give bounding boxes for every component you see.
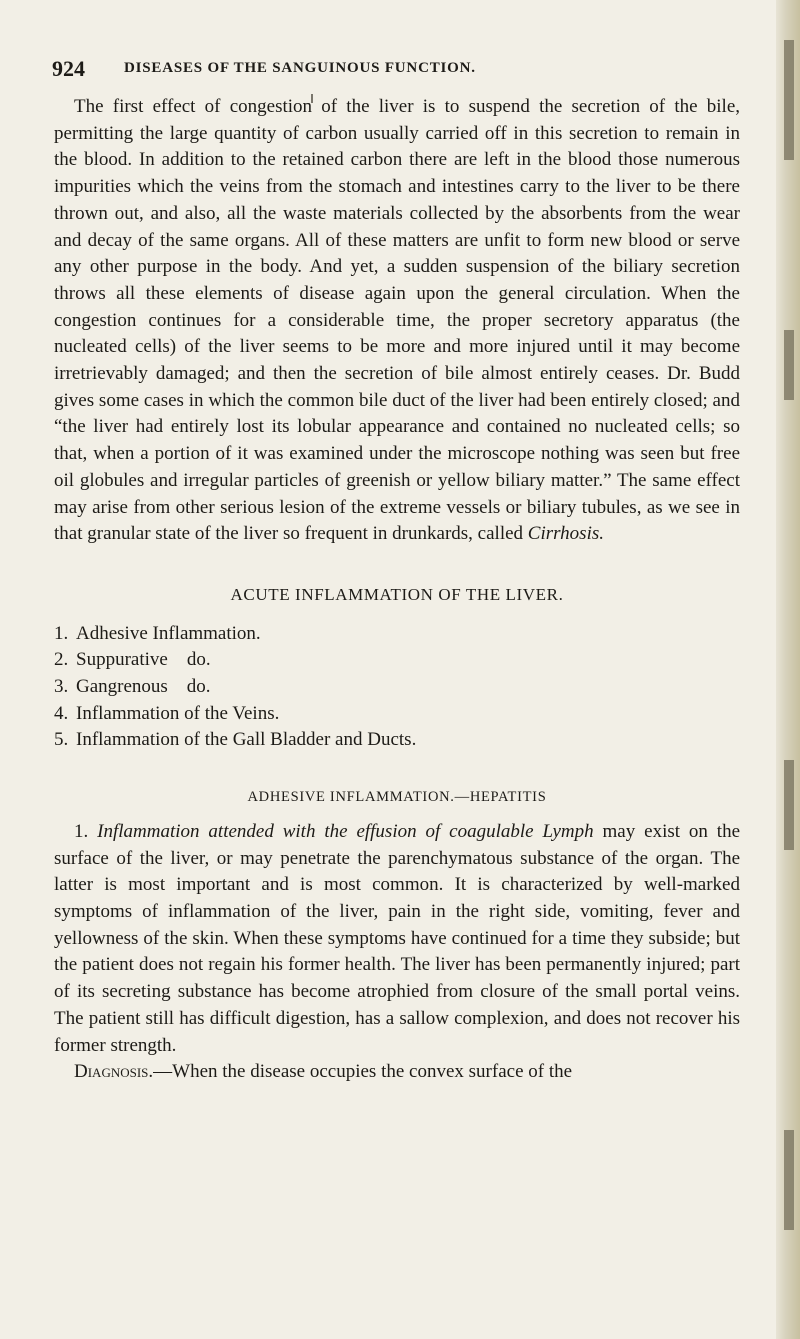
inflammation-types-list [54,621,740,755]
list-item-label: Inflammation of the Gall Bladder and Ducts. [76,729,417,751]
subsection-title: ADHESIVE INFLAMMATION.—HEPATITIS [247,789,547,806]
paragraph-number: 1. [74,820,89,842]
page-header [52,56,732,90]
list-item-label: Suppurative do. [76,649,211,671]
paragraph-adhesive [54,819,740,1059]
list-item [54,701,740,728]
edge-shadow [784,40,794,160]
list-item [54,647,740,674]
diagnosis-label: Diagnosis. [74,1061,154,1083]
cirrhosis-term: Cirrhosis. [527,523,604,545]
paragraph-adhesive-text: may exist on the surface of the liver, or may penetrate the parenchymatous substance of the organ. The latter is most important and is most common. It is characterized by well-marked symptoms of inflammation of the liver, pain in the right side, vomiting, fever and yellowness of the skin. When these symptoms have continued for a time they subside; but the patient does not regain his former health. The liver has been permanently injured; part of its secreting substance has become atrophied from closure of the small portal veins. The patient still has difficult digestion, has a sallow complexion, and does not recover his former strength. [54,820,741,1056]
edge-shadow [784,1130,794,1230]
section-title: ACUTE INFLAMMATION OF THE LIVER. [230,584,564,604]
list-item-number: 2. [54,649,69,671]
paragraph-congestion [54,94,740,548]
paragraph-lead: Inflammation attended with the effusion of coagulable Lymph [97,820,594,842]
running-head: DISEASES OF THE SANGUINOUS FUNCTION. [124,60,476,76]
paragraph-congestion-text: The first effect of congestion of the liver is to suspend the secretion of the bile, permitting the large quantity of carbon usually carried off in this secretion to remain in the blood. In addition to the retained carbon there are left in the blood those numerous impurities which the veins from the stomach and intestines carry to the liver to be there thrown out, and also, all the waste materials collected by the absorbents from the wear and decay of the same organs. All of these matters are unfit to form new blood or serve any other purpose in the body. And yet, a sudden suspension of the biliary secretion throws all these elements of disease again upon the general circulation. When the congestion continues for a considerable time, the proper secretory apparatus (the nucleated cells) of the liver seems to be more and more injured until it may become irretrievably damaged; and then the secretion of bile almost entirely ceases. Dr. Budd gives some cases in which the common bile duct of the liver had been entirely closed; and “the liver had entirely lost its lobular appearance and contained no nucleated cells; so that, when a portion of it was examined under the microscope nothing was seen but free oil globules and irregular particles of greenish or yellow biliary matter.” The same effect may arise from other serious lesion of the extreme vessels or biliary tubules, as we see in that granular state of the liver so frequent in drunkards, called [54,96,740,545]
list-item-label: Gangrenous do. [76,676,211,698]
list-item [54,727,740,754]
list-item-number: 4. [54,702,69,724]
edge-shadow [784,330,794,400]
list-item [54,621,740,648]
paragraph-diagnosis-text: —When the disease occupies the convex surface of the [153,1061,573,1083]
list-item-label: Inflammation of the Veins. [76,702,280,724]
list-item-number: 1. [54,622,69,644]
list-item-label: Adhesive Inflammation. [76,622,261,644]
paragraph-diagnosis [54,1059,740,1086]
list-item-number: 5. [54,729,69,751]
page-edge [776,0,800,1339]
page-body [54,94,740,1086]
edge-shadow [784,760,794,850]
page-number: 924 [52,56,85,81]
list-item [54,674,740,701]
list-item-number: 3. [54,676,69,698]
